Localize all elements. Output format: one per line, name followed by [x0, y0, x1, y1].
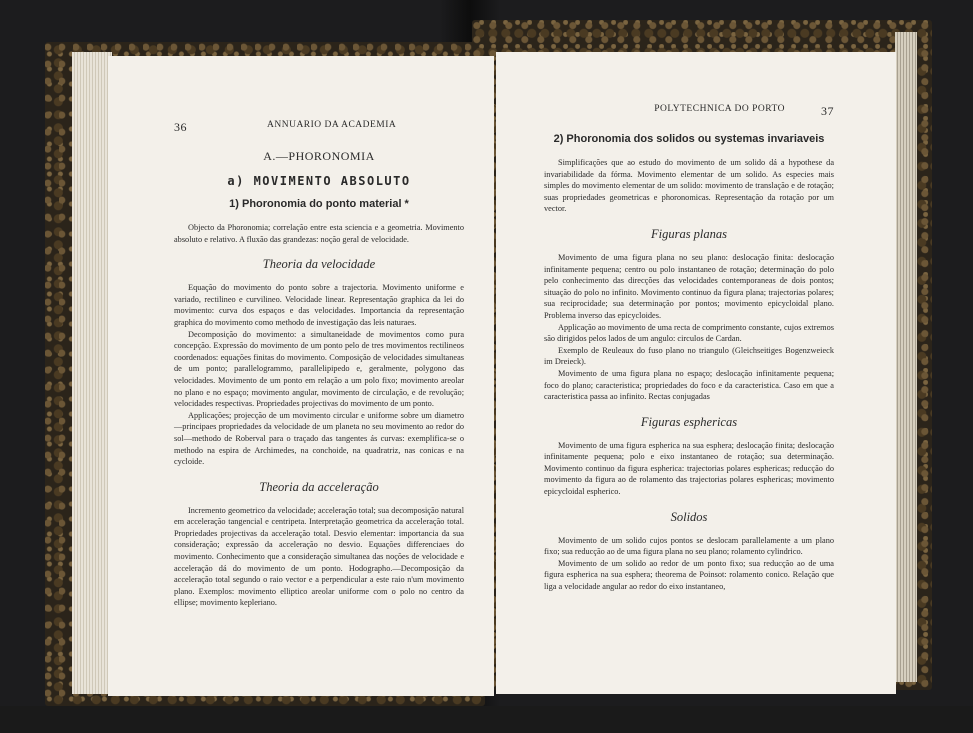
intro-paragraph: Objecto da Phoronomia; correlação entre esta sciencia e a geometria. Movimento absoluto e relativo. A fluxão das grandezas: noção geral de velocidade. — [174, 223, 464, 244]
right-running-head: POLYTECHNICA DO PORTO — [654, 104, 785, 114]
left-running-header — [174, 120, 464, 135]
paragraph: Exemplo de Reuleaux do fuso plano no triangulo (Gleichseitiges Bogenzweieck im Dreieck). — [544, 345, 834, 367]
paragraph: Simplificações que ao estudo do movimento de um solido dá a hypothese da invariabilidade da fórma. Movimento elementar de um solido. As especies mais simples do movimento elementar de um solido: movimento de translação e de rotação; suas propriedades geometricas e phoronomicas. Representação da rotação por um vector. — [544, 158, 834, 214]
left-page-edges — [72, 52, 112, 694]
heading-figuras-planas: Figuras planas — [650, 226, 728, 241]
paragraph: Movimento de uma figura plana no seu plano: deslocação finita: deslocação infinitamente pequena; centro ou polo instantaneo de rotação; determinação do polo pelo conhecimento das direcções das velocidades contemporaneas de dois pontos; situação do polo no infinito. Movimento continuo da figura plana; trajectorias polares; sua reciprocidade; sua determinação por pontos; movimento epicycloidal plano. Problema inverso das epicycloides. — [544, 252, 834, 320]
heading-theoria-acceleracao: Theoria da acceleração — [259, 479, 379, 494]
heading-solidos: Solidos — [670, 509, 708, 524]
right-page-number: 37 — [821, 104, 834, 118]
bottom-shadow — [0, 706, 973, 733]
topic-title: 2) Phoronomia dos solidos ou systemas invariaveis — [553, 133, 825, 145]
section-title: A.—PHORONOMIA — [263, 149, 375, 163]
paragraph: Applicações; projecção de um movimento circular e uniforme sobre um diametro—principaes propriedades da velocidade de um planeta no seu movimento ao redor do sol—methodo de Roberval para o traçado das tangentes ás curvas: exemplifica-se o methodo na espira de Archimedes, na conchoide, na quadratriz, nas conicas e na cycloide. — [174, 410, 464, 467]
paragraph: Equação do movimento do ponto sobre a trajectoria. Movimento uniforme e variado, rectilineo e curvilineo. Velocidade linear. Representação graphica da lei do movimento: curva dos espaços e das velocidades. Importancia da representação graphica do movimento como methodo de investigação das leis naturaes. — [174, 283, 464, 327]
paragraph: Incremento geometrico da velocidade; acceleração total; sua decomposição natural em acceleração tangencial e centripeta. Interpretação geometrica da acceleração total. Propriedades projectivas da acceleração total. Desvio elementar: importancia da sua consideração; expressão da acceleração no desvio. Equações differenciaes do movimento. Conhecimento que a consideração simultanea das noções de velocidade e acceleração dá do movimento de um ponto. Hodographo.—Decomposição da acceleração total segundo o raio vector e a perpendicular a este raio n'um movimento plano. Exemplos: movimento elliptico areolar uniforme com o polo no centro da ellipse; movimento kepleriano. — [174, 505, 464, 608]
left-running-head: ANNUARIO DA ACADEMIA — [267, 120, 397, 130]
paragraph: Applicação ao movimento de uma recta de comprimento constante, cujos extremos são dirigidos pelos lados de um angulo: circulos de Cardan. — [544, 322, 834, 344]
left-page-number: 36 — [174, 120, 187, 134]
left-page — [108, 56, 494, 696]
paragraph: Decomposição do movimento: a simultaneidade de movimentos como pura concepção. Expressão do movimento de um ponto pelo de tres movimentos rectilineos coordenados: equações finitas do movimento. Composição de velocidades simultaneas de um ponto; parallelogrammo, parallelipipedo e, geralmente, polygono das velocidades. Movimento de um ponto em relação a um polo fixo; movimento areolar no plano e no espaço; movimento angular, movimento de circulação, e de revolução; velocidades respectivas. Propriedades projectivas do movimento de um ponto. — [174, 329, 464, 409]
paragraph: Movimento de uma figura espherica na sua esphera; deslocação finita; deslocação infinitamente pequena; polo e eixo instantaneo de rotação; sua determinação. Movimento continuo da figura espherica: trajectorias polares esphericas; reducção do movimento da figura ao de rolamento das trajectorias polares esphericas; movimento epicycloidal espherico. — [544, 440, 834, 497]
right-page-edges — [895, 32, 917, 682]
paragraph: Movimento de um solido ao redor de um ponto fixo; sua reducção ao de uma figura espherica na sua esphera; theorema de Poinsot: rolamento conico. Relação que liga a velocidade angular ao redor do eixo instantaneo, — [544, 558, 834, 592]
right-running-header — [544, 104, 834, 119]
topic-title: 1) Phoronomia do ponto material * — [229, 198, 409, 210]
paragraph: Movimento de um solido cujos pontos se deslocam parallelamente a um plano fixo; sua reducção ao de uma figura plana no seu plano; rolamento cylindrico. — [544, 535, 834, 557]
paragraph: Movimento de uma figura plana no espaço; deslocação infinitamente pequena; foco do plano; caracteristica; propriedades do foco e da caracteristica. Caso em que a caracteristica passa ao infinito. Rectas conjugadas — [544, 368, 834, 402]
heading-figuras-esphericas: Figuras esphericas — [640, 414, 738, 429]
subsection-title: a) MOVIMENTO ABSOLUTO — [227, 174, 411, 188]
right-page — [496, 52, 896, 694]
heading-theoria-velocidade: Theoria da velocidade — [262, 257, 376, 272]
